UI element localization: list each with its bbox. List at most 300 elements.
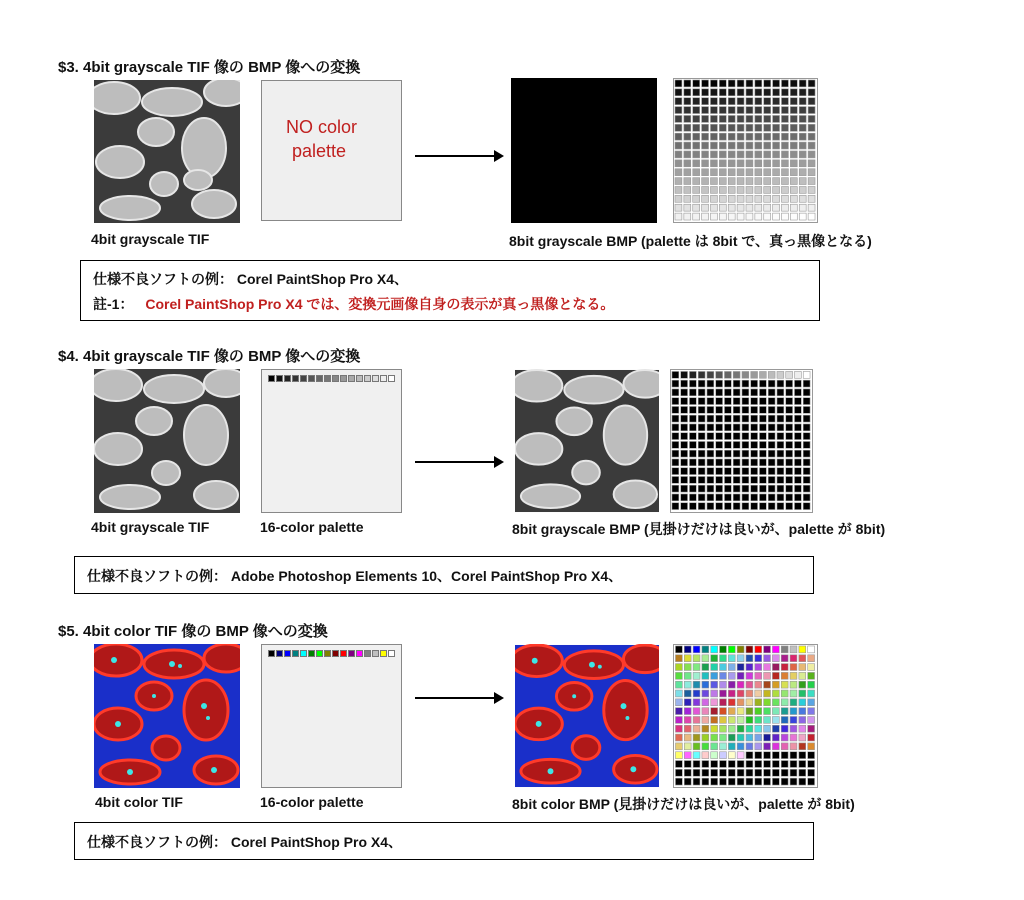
palette-cell — [777, 380, 784, 387]
palette-cell — [746, 699, 753, 706]
palette-cell — [790, 89, 797, 96]
palette-cell — [755, 769, 762, 776]
palette-cell — [724, 406, 731, 413]
palette-cell — [737, 124, 744, 131]
palette-cell — [786, 459, 793, 466]
palette-cell — [720, 646, 727, 653]
palette-cell — [799, 107, 806, 114]
palette-cell — [746, 734, 753, 741]
palette-cell — [684, 681, 691, 688]
palette-cell — [799, 98, 806, 105]
palette-cell — [755, 646, 762, 653]
palette-cell — [728, 761, 735, 768]
palette-cell — [675, 743, 682, 750]
palette-cell — [733, 389, 740, 396]
palette-cell — [746, 151, 753, 158]
palette-cell — [702, 752, 709, 759]
palette-cell — [672, 433, 679, 440]
palette-cell — [781, 778, 788, 785]
gray-tif-image-3 — [94, 80, 240, 223]
palette-cell — [764, 204, 771, 211]
caption-bmp-5: 8bit color BMP (見掛けだけは良いが、palette が 8bit) — [512, 796, 855, 812]
palette-cell — [716, 406, 723, 413]
palette-cell — [737, 690, 744, 697]
palette-cell — [772, 761, 779, 768]
palette-cell — [728, 80, 735, 87]
palette-cell — [781, 115, 788, 122]
palette-cell — [733, 450, 740, 457]
palette-cell — [728, 89, 735, 96]
palette-cell — [710, 89, 717, 96]
palette-cell — [702, 734, 709, 741]
palette-cell — [675, 681, 682, 688]
palette-cell — [751, 398, 758, 405]
bmp-palette-grid-5 — [673, 644, 818, 788]
palette-cell — [711, 646, 718, 653]
palette-cell — [720, 725, 727, 732]
palette-cell — [790, 664, 797, 671]
palette-cell — [781, 204, 788, 211]
palette-cell — [693, 734, 700, 741]
palette-cell — [751, 476, 758, 483]
palette-cell — [781, 89, 788, 96]
palette-strip-gray16 — [268, 375, 395, 382]
palette-cell — [702, 681, 709, 688]
palette-cell — [755, 708, 762, 715]
palette-cell — [702, 664, 709, 671]
palette-swatch — [300, 650, 307, 657]
palette-cell — [808, 769, 815, 776]
palette-swatch — [380, 650, 387, 657]
palette-cell — [720, 664, 727, 671]
palette-cell — [675, 178, 682, 185]
palette-cell — [790, 699, 797, 706]
palette-cell — [693, 655, 700, 662]
palette-cell — [764, 178, 771, 185]
palette-cell — [808, 743, 815, 750]
palette-cell — [710, 80, 717, 87]
palette-cell — [768, 441, 775, 448]
palette-swatch — [268, 650, 275, 657]
palette-cell — [755, 186, 762, 193]
palette-cell — [724, 494, 731, 501]
palette-cell — [702, 115, 709, 122]
palette-cell — [689, 380, 696, 387]
palette-cell — [790, 646, 797, 653]
palette-swatch — [388, 650, 395, 657]
palette-cell — [781, 655, 788, 662]
palette-cell — [742, 459, 749, 466]
palette-cell — [724, 450, 731, 457]
palette-cell — [764, 186, 771, 193]
no-palette-line1: NO color — [286, 117, 358, 137]
palette-cell — [773, 124, 780, 131]
palette-cell — [681, 468, 688, 475]
palette-cell — [781, 699, 788, 706]
palette-cell — [777, 485, 784, 492]
palette-cell — [698, 415, 705, 422]
palette-cell — [799, 734, 806, 741]
palette-cell — [710, 124, 717, 131]
palette-cell — [781, 98, 788, 105]
palette-cell — [781, 195, 788, 202]
palette-cell — [772, 743, 779, 750]
palette-cell — [698, 371, 705, 378]
palette-cell — [693, 213, 700, 220]
palette-cell — [719, 204, 726, 211]
note-box-3 — [80, 260, 820, 321]
palette-cell — [702, 107, 709, 114]
palette-cell — [790, 204, 797, 211]
palette-cell — [790, 681, 797, 688]
palette-cell — [755, 699, 762, 706]
palette-cell — [777, 441, 784, 448]
palette-cell — [755, 672, 762, 679]
no-palette-line2: palette — [292, 141, 347, 161]
palette-cell — [808, 89, 815, 96]
palette-cell — [724, 433, 731, 440]
palette-cell — [799, 160, 806, 167]
palette-cell — [711, 699, 718, 706]
palette-cell — [720, 752, 727, 759]
palette-cell — [689, 406, 696, 413]
palette-cell — [720, 690, 727, 697]
palette-cell — [684, 761, 691, 768]
palette-cell — [755, 213, 762, 220]
palette-cell — [733, 433, 740, 440]
palette-cell — [751, 380, 758, 387]
palette-cell — [702, 672, 709, 679]
palette-cell — [720, 716, 727, 723]
palette-cell — [772, 778, 779, 785]
palette-cell — [790, 80, 797, 87]
palette-cell — [702, 708, 709, 715]
palette-cell — [693, 151, 700, 158]
palette-cell — [768, 503, 775, 510]
palette-cell — [684, 115, 691, 122]
palette-cell — [720, 743, 727, 750]
palette-cell — [755, 89, 762, 96]
palette-cell — [799, 151, 806, 158]
palette-cell — [773, 213, 780, 220]
palette-cell — [702, 124, 709, 131]
palette-cell — [719, 107, 726, 114]
palette-cell — [693, 178, 700, 185]
palette-swatch — [380, 375, 387, 382]
palette-cell — [711, 716, 718, 723]
palette-cell — [689, 485, 696, 492]
palette-cell — [742, 485, 749, 492]
palette-cell — [684, 186, 691, 193]
palette-cell — [764, 142, 771, 149]
palette-cell — [728, 681, 735, 688]
palette-cell — [728, 664, 735, 671]
palette-cell — [777, 415, 784, 422]
palette-cell — [772, 725, 779, 732]
palette-cell — [672, 494, 679, 501]
palette-cell — [672, 476, 679, 483]
palette-cell — [790, 655, 797, 662]
palette-cell — [790, 98, 797, 105]
palette-cell — [755, 80, 762, 87]
palette-cell — [781, 107, 788, 114]
palette-cell — [684, 80, 691, 87]
palette-cell — [799, 124, 806, 131]
palette-cell — [759, 503, 766, 510]
palette-cell — [759, 389, 766, 396]
palette-cell — [799, 681, 806, 688]
palette-cell — [728, 708, 735, 715]
palette-cell — [672, 503, 679, 510]
palette-cell — [684, 672, 691, 679]
palette-cell — [707, 380, 714, 387]
palette-cell — [755, 133, 762, 140]
palette-swatch — [348, 375, 355, 382]
palette-cell — [716, 494, 723, 501]
palette-cell — [781, 124, 788, 131]
palette-cell — [772, 681, 779, 688]
palette-cell — [684, 204, 691, 211]
palette-cell — [733, 380, 740, 387]
palette-swatch — [356, 650, 363, 657]
palette-cell — [728, 655, 735, 662]
palette-cell — [803, 415, 810, 422]
palette-cell — [693, 98, 700, 105]
palette-cell — [799, 133, 806, 140]
palette-cell — [764, 213, 771, 220]
bmp-palette-grid-4 — [670, 369, 813, 513]
palette-cell — [751, 433, 758, 440]
palette-cell — [808, 169, 815, 176]
palette-cell — [675, 107, 682, 114]
palette-cell — [803, 468, 810, 475]
palette-cell — [707, 494, 714, 501]
palette-swatch — [356, 375, 363, 382]
palette-cell — [808, 708, 815, 715]
palette-cell — [710, 142, 717, 149]
palette-cell — [772, 672, 779, 679]
palette-cell — [684, 708, 691, 715]
palette-cell — [689, 476, 696, 483]
palette-cell — [737, 178, 744, 185]
palette-swatch — [276, 650, 283, 657]
palette-cell — [786, 494, 793, 501]
palette-cell — [675, 160, 682, 167]
palette-cell — [672, 406, 679, 413]
palette-cell — [693, 169, 700, 176]
palette-cell — [808, 107, 815, 114]
palette-cell — [808, 195, 815, 202]
palette-cell — [808, 664, 815, 671]
palette-cell — [684, 778, 691, 785]
note-3-line2 — [93, 294, 614, 314]
palette-cell — [710, 169, 717, 176]
palette-cell — [786, 398, 793, 405]
palette-cell — [808, 646, 815, 653]
palette-cell — [781, 133, 788, 140]
palette-cell — [719, 169, 726, 176]
palette-cell — [773, 195, 780, 202]
palette-cell — [702, 655, 709, 662]
palette-cell — [698, 476, 705, 483]
palette-cell — [710, 195, 717, 202]
palette-cell — [759, 468, 766, 475]
palette-cell — [755, 761, 762, 768]
palette-cell — [720, 778, 727, 785]
palette-cell — [764, 708, 771, 715]
palette-cell — [755, 115, 762, 122]
palette-cell — [790, 124, 797, 131]
palette-cell — [672, 371, 679, 378]
palette-cell — [777, 371, 784, 378]
palette-cell — [759, 485, 766, 492]
palette-cell — [707, 468, 714, 475]
palette-cell — [724, 441, 731, 448]
palette-cell — [794, 503, 801, 510]
palette-cell — [803, 406, 810, 413]
palette-cell — [728, 690, 735, 697]
palette-cell — [799, 778, 806, 785]
palette-cell — [808, 213, 815, 220]
section-4-title: $4. 4bit grayscale TIF 像の BMP 像への変換 — [58, 348, 361, 365]
palette-cell — [773, 169, 780, 176]
palette-cell — [724, 415, 731, 422]
palette-cell — [737, 98, 744, 105]
palette-cell — [710, 186, 717, 193]
palette-cell — [733, 459, 740, 466]
palette-cell — [716, 459, 723, 466]
palette-cell — [733, 485, 740, 492]
palette-cell — [689, 424, 696, 431]
section-5-title: $5. 4bit color TIF 像の BMP 像への変換 — [58, 623, 328, 640]
palette-cell — [781, 672, 788, 679]
palette-cell — [790, 186, 797, 193]
palette-cell — [675, 699, 682, 706]
palette-swatch — [348, 650, 355, 657]
palette-cell — [786, 468, 793, 475]
palette-cell — [672, 441, 679, 448]
palette-cell — [781, 646, 788, 653]
palette-cell — [759, 476, 766, 483]
palette-cell — [724, 459, 731, 466]
palette-swatch — [324, 650, 331, 657]
palette-cell — [799, 646, 806, 653]
palette-cell — [773, 178, 780, 185]
palette-cell — [716, 424, 723, 431]
palette-cell — [684, 699, 691, 706]
palette-cell — [728, 178, 735, 185]
palette-cell — [711, 778, 718, 785]
palette-cell — [759, 371, 766, 378]
palette-cell — [710, 133, 717, 140]
palette-cell — [693, 204, 700, 211]
palette-cell — [698, 380, 705, 387]
palette-cell — [746, 124, 753, 131]
palette-cell — [693, 708, 700, 715]
palette-cell — [707, 389, 714, 396]
palette-cell — [728, 725, 735, 732]
palette-cell — [689, 494, 696, 501]
palette-cell — [790, 142, 797, 149]
palette-cell — [737, 142, 744, 149]
palette-cell — [755, 725, 762, 732]
palette-cell — [707, 503, 714, 510]
palette-cell — [790, 690, 797, 697]
palette-cell — [737, 725, 744, 732]
palette-cell — [746, 778, 753, 785]
palette-cell — [728, 734, 735, 741]
palette-cell — [693, 681, 700, 688]
palette-cell — [772, 708, 779, 715]
palette-cell — [693, 80, 700, 87]
palette-cell — [681, 371, 688, 378]
palette-cell — [773, 89, 780, 96]
palette-cell — [711, 725, 718, 732]
palette-cell — [720, 681, 727, 688]
palette-cell — [711, 681, 718, 688]
palette-cell — [711, 690, 718, 697]
palette-cell — [693, 107, 700, 114]
palette-cell — [759, 494, 766, 501]
palette-cell — [808, 98, 815, 105]
palette-cell — [790, 160, 797, 167]
palette-cell — [794, 450, 801, 457]
palette-cell — [799, 213, 806, 220]
palette-cell — [684, 169, 691, 176]
palette-cell — [707, 415, 714, 422]
palette-strip-color16 — [268, 650, 395, 657]
palette-cell — [755, 690, 762, 697]
palette-cell — [790, 725, 797, 732]
palette-cell — [781, 664, 788, 671]
palette-cell — [684, 89, 691, 96]
palette-cell — [764, 89, 771, 96]
palette-cell — [702, 169, 709, 176]
palette-cell — [799, 195, 806, 202]
cell-texture-color — [515, 644, 659, 788]
palette-cell — [675, 690, 682, 697]
palette-cell — [719, 160, 726, 167]
palette-cell — [768, 380, 775, 387]
palette-cell — [728, 142, 735, 149]
palette-cell — [724, 398, 731, 405]
palette-cell — [684, 133, 691, 140]
palette-cell — [808, 151, 815, 158]
palette-cell — [742, 415, 749, 422]
palette-cell — [781, 142, 788, 149]
palette-cell — [702, 186, 709, 193]
palette-cell — [719, 142, 726, 149]
palette-cell — [689, 415, 696, 422]
palette-cell — [720, 708, 727, 715]
palette-cell — [794, 476, 801, 483]
palette-cell — [693, 124, 700, 131]
palette-cell — [707, 406, 714, 413]
palette-cell — [768, 494, 775, 501]
palette-cell — [781, 725, 788, 732]
palette-cell — [702, 761, 709, 768]
palette-cell — [803, 441, 810, 448]
palette-cell — [773, 98, 780, 105]
palette-cell — [689, 468, 696, 475]
palette-cell — [794, 406, 801, 413]
palette-cell — [799, 699, 806, 706]
palette-cell — [737, 195, 744, 202]
palette-cell — [737, 213, 744, 220]
palette-cell — [786, 476, 793, 483]
palette-cell — [728, 752, 735, 759]
palette-cell — [759, 406, 766, 413]
